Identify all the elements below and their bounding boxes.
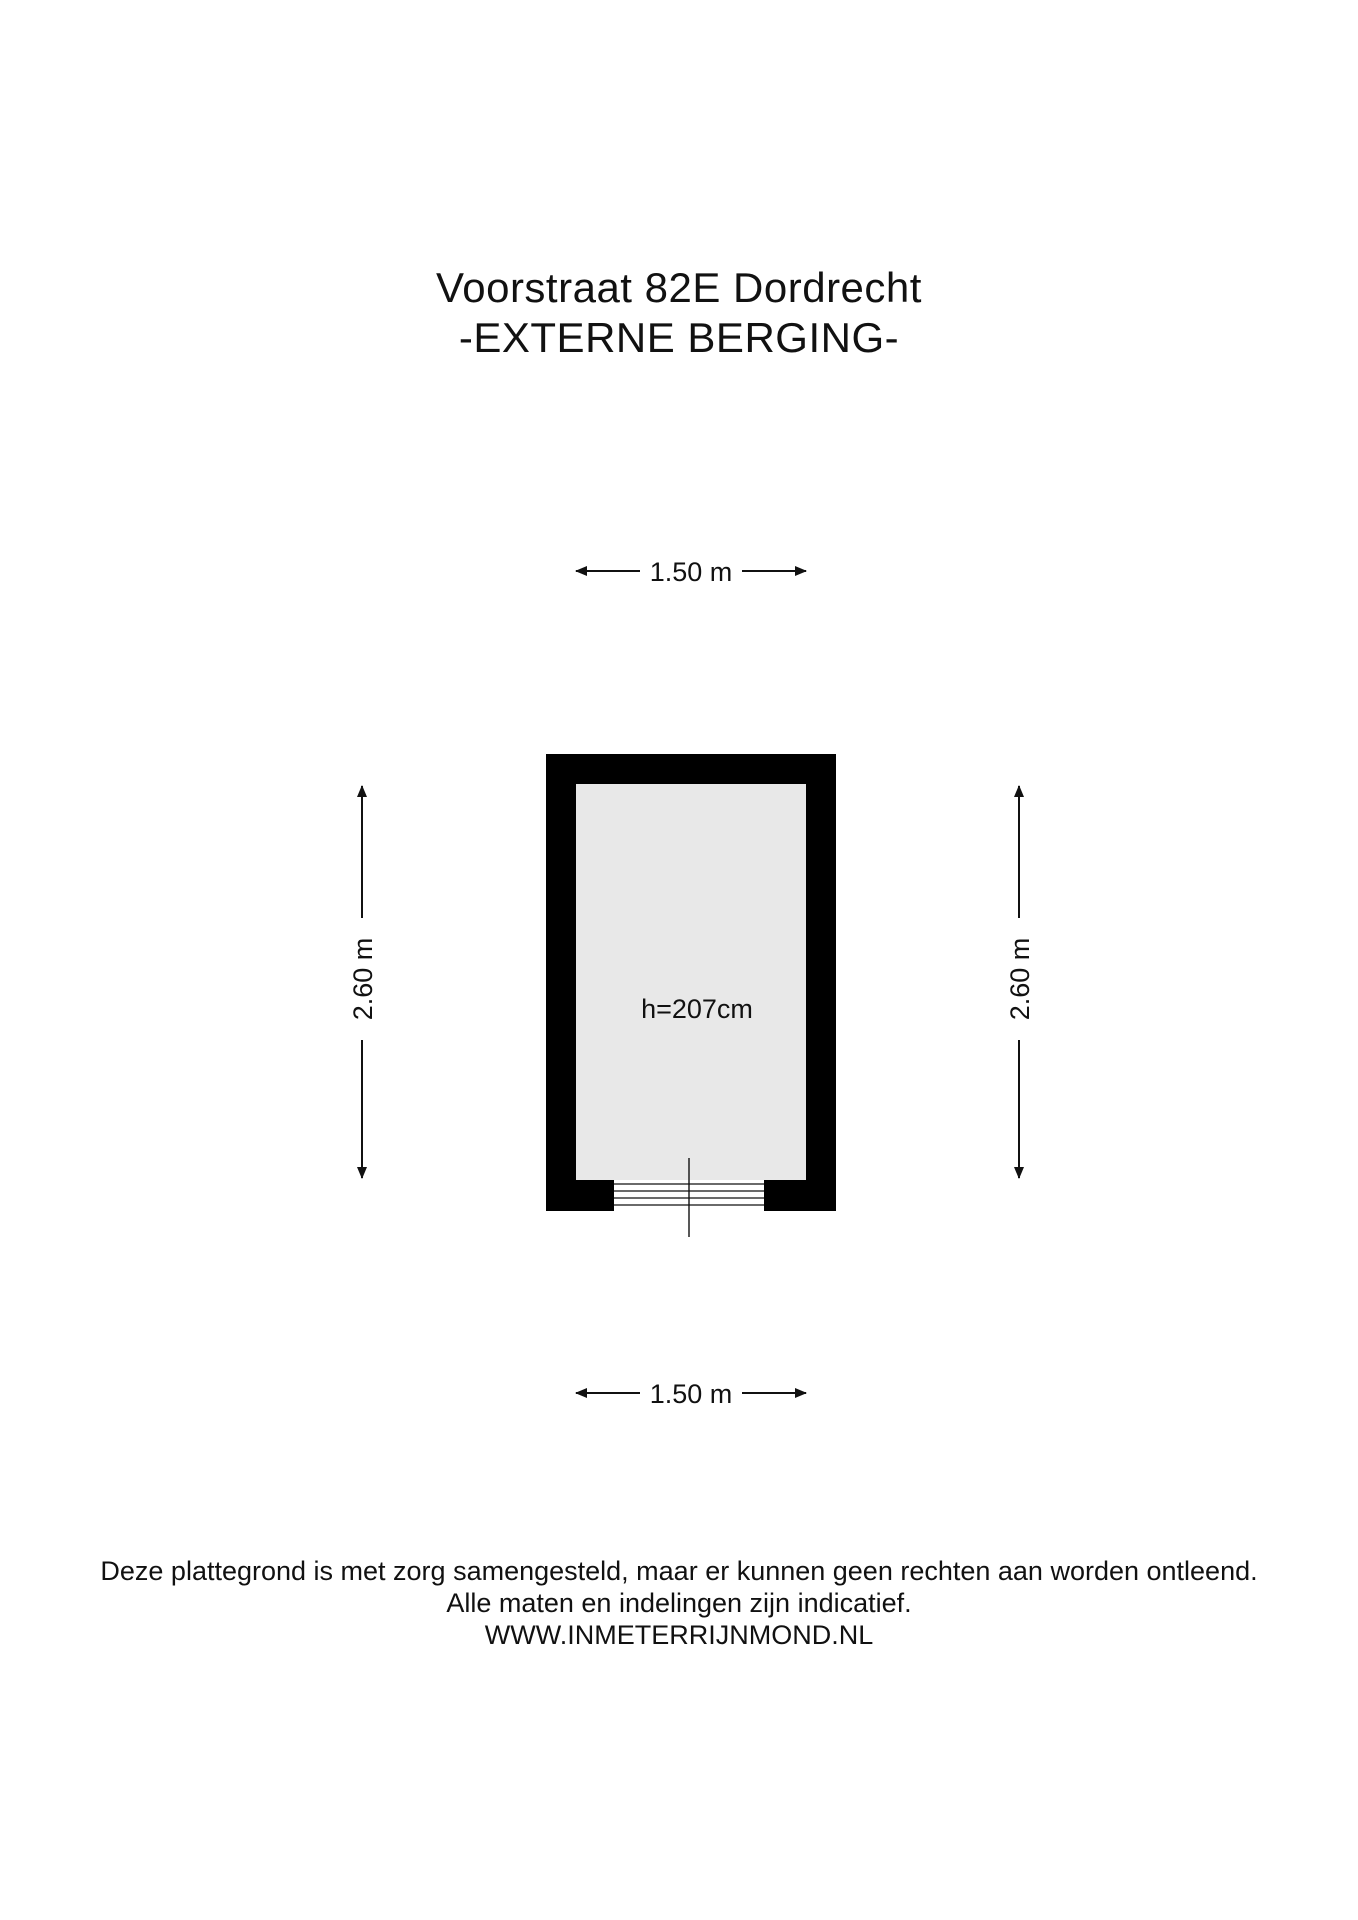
page-title: Voorstraat 82E Dordrecht [436, 264, 922, 311]
top-dimension-label: 1.50 m [649, 557, 733, 587]
bottom-dimension-label: 1.50 m [649, 1379, 733, 1409]
top-dimension [576, 557, 806, 587]
room-height-label: h=207cm [641, 994, 753, 1024]
left-dimension-label: 2.60 m [348, 937, 378, 1021]
room-floor [576, 784, 806, 1180]
bottom-dimension [576, 1379, 806, 1409]
website-link[interactable]: WWW.INMETERRIJNMOND.NL [484, 1620, 874, 1650]
indicative-note: Alle maten en indelingen zijn indicatief. [446, 1588, 912, 1618]
right-dimension [1005, 786, 1035, 1178]
page-subtitle: -EXTERNE BERGING- [458, 314, 900, 361]
right-dimension-label: 2.60 m [1005, 937, 1035, 1021]
disclaimer-text: Deze plattegrond is met zorg samengesteld, maar er kunnen geen rechten aan worden ontleend. [100, 1556, 1258, 1586]
left-dimension [348, 786, 378, 1178]
storage-room [546, 754, 836, 1237]
